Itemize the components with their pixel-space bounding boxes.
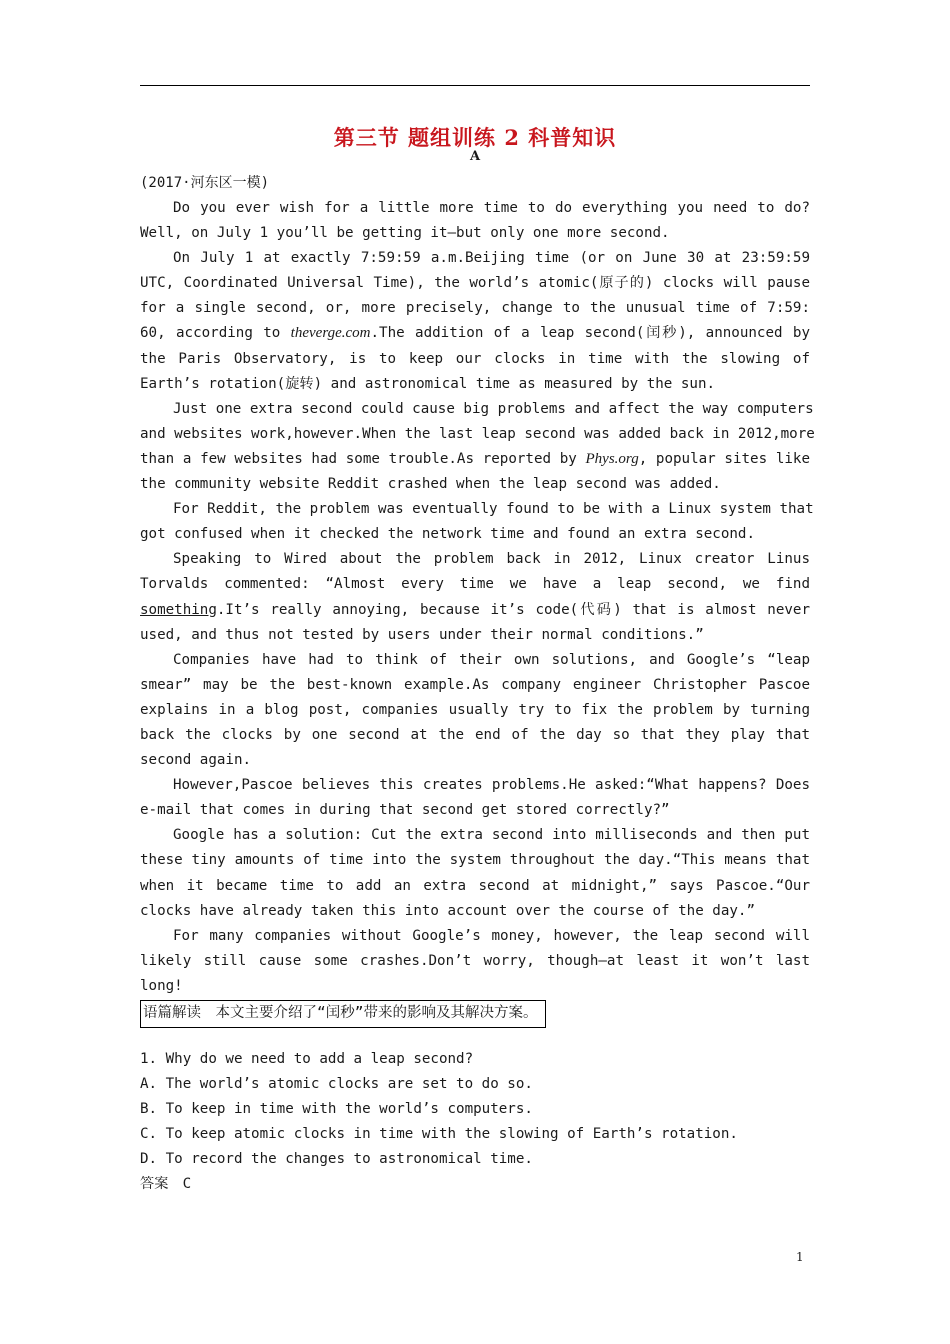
text-line: used, and thus not tested by users under their normal conditions.” bbox=[140, 626, 704, 643]
option-d: D. To record the changes to astronomical time. bbox=[140, 1151, 533, 1168]
text-line: Google has a solution: Cut the extra second into milliseconds and then put bbox=[173, 827, 810, 844]
text-fragment: .It’s really annoying, because it’s code(代码) that is almost never bbox=[216, 601, 810, 618]
document-body bbox=[140, 170, 815, 1198]
text-line: long! bbox=[140, 977, 183, 994]
text-line: UTC, Coordinated Universal Time), the world’s atomic(原子的) clocks will pause bbox=[140, 275, 810, 292]
text-line bbox=[140, 447, 810, 472]
text-line: Well, on July 1 you’ll be getting it—but only one more second. bbox=[140, 225, 670, 242]
text-line: back the clocks by one second at the end of the day so that they play that bbox=[140, 726, 810, 743]
section-label: A bbox=[469, 149, 481, 164]
answer: 答案 C bbox=[140, 1176, 192, 1193]
text-fragment: than a few websites had some trouble.As reported by bbox=[140, 450, 586, 467]
paragraph-9 bbox=[140, 924, 810, 999]
text-line: the community website Reddit crashed when the leap second was added. bbox=[140, 476, 721, 493]
text-line: Torvalds commented: “Almost every time we have a leap second, we find bbox=[140, 576, 810, 593]
source-note: (2017·河东区一模) bbox=[140, 175, 270, 191]
text-line: these tiny amounts of time into the system throughout the day.“This means that bbox=[140, 852, 810, 869]
paragraph-7 bbox=[140, 773, 810, 823]
underlined-word: something bbox=[140, 601, 217, 618]
text-line: However,Pascoe believes this creates problems.He asked:“What happens? Does bbox=[173, 777, 810, 794]
question-block bbox=[140, 1047, 810, 1198]
text-line: e-mail that comes in during that second get stored correctly?” bbox=[140, 802, 670, 819]
text-line: for a single second, or, more precisely, change to the unusual time of 7:59: bbox=[140, 300, 810, 317]
page-title: 第三节 题组训练 2 科普知识 bbox=[333, 125, 617, 150]
text-line: On July 1 at exactly 7:59:59 a.m.Beijing time (or on June 30 at 23:59:59 bbox=[173, 250, 810, 267]
text-line: Companies have had to think of their own solutions, and Google’s “leap bbox=[173, 651, 810, 668]
page-number: 1 bbox=[796, 1250, 804, 1264]
paragraph-4 bbox=[140, 497, 814, 547]
option-a: A. The world’s atomic clocks are set to do so. bbox=[140, 1076, 533, 1093]
option-b: B. To keep in time with the world’s computers. bbox=[140, 1101, 533, 1118]
text-line: got confused when it checked the network time and found an extra second. bbox=[140, 526, 755, 543]
paragraph-6 bbox=[140, 648, 810, 773]
text-line: Speaking to Wired about the problem back in 2012, Linux creator Linus bbox=[173, 551, 810, 568]
text-line: and websites work,however.When the last leap second was added back in 2012,more bbox=[140, 425, 815, 442]
paragraph-2 bbox=[140, 246, 810, 397]
text-fragment: .The addition of a leap second(闰秒), announced by bbox=[370, 325, 810, 342]
source-link-phys: Phys.org bbox=[585, 450, 639, 467]
paragraph-3 bbox=[140, 397, 815, 497]
summary-box-wrapper bbox=[140, 1000, 810, 1028]
text-line: For Reddit, the problem was eventually found to be with a Linux system that bbox=[173, 501, 814, 518]
text-line: when it became time to add an extra second at midnight,” says Pascoe.“Our bbox=[140, 877, 810, 894]
text-line: Just one extra second could cause big problems and affect the way computers bbox=[173, 400, 814, 417]
text-line: explains in a blog post, companies usually try to fix the problem by turning bbox=[140, 701, 810, 718]
option-c: C. To keep atomic clocks in time with the slowing of Earth’s rotation. bbox=[140, 1126, 738, 1143]
text-line bbox=[140, 321, 810, 346]
text-line: Do you ever wish for a little more time to do everything you need to do? bbox=[173, 200, 810, 216]
paragraph-8 bbox=[140, 823, 810, 923]
source-link-theverge: theverge.com bbox=[290, 325, 371, 342]
text-line: For many companies without Google’s money, however, the leap second will bbox=[173, 927, 810, 944]
text-line: second again. bbox=[140, 752, 252, 769]
text-line: smear” may be the best-known example.As company engineer Christopher Pascoe bbox=[140, 676, 810, 693]
text-fragment: , popular sites like bbox=[638, 450, 810, 467]
text-line: Earth’s rotation(旋转) and astronomical time as measured by the sun. bbox=[140, 375, 716, 392]
paragraph-1 bbox=[140, 196, 810, 246]
text-line bbox=[140, 598, 810, 623]
summary-box: 语篇解读 本文主要介绍了“闰秒”带来的影响及其解决方案。 bbox=[140, 1000, 546, 1028]
text-line: the Paris Observatory, is to keep our clocks in time with the slowing of bbox=[140, 350, 810, 367]
text-fragment: 60, according to bbox=[140, 325, 291, 342]
question-stem: 1. Why do we need to add a leap second? bbox=[140, 1051, 474, 1067]
text-line: clocks have already taken this into account over the course of the day.” bbox=[140, 902, 755, 919]
paragraph-5 bbox=[140, 547, 810, 647]
header-rule bbox=[140, 85, 810, 86]
text-line: likely still cause some crashes.Don’t worry, though—at least it won’t last bbox=[140, 952, 810, 969]
